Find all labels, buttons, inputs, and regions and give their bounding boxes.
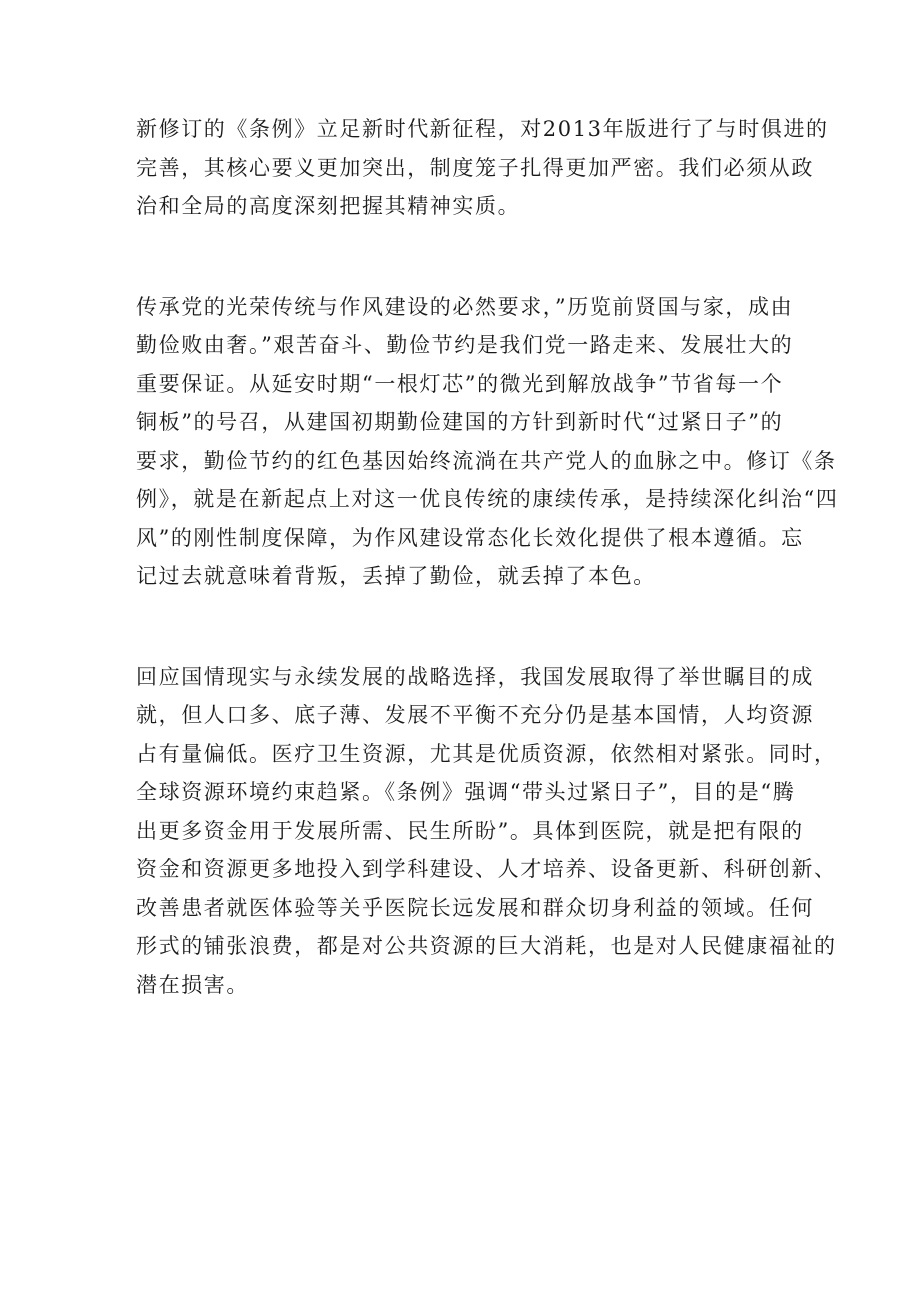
text-line: 形式的铺张浪费，都是对公共资源的巨大消耗，也是对人民健康福祉的 — [136, 934, 837, 958]
text-line: 占有量偏低。医疗卫生资源，尤其是优质资源，依然相对紧张。同时， — [136, 741, 837, 766]
text-line: 重要保证。从延安时期“一根灯芯”的微光到解放战争”节省每一个 — [136, 371, 784, 396]
text-line: 传承党的光荣传统与作风建设的必然要求，”历览前贤国与家，成由 — [136, 294, 794, 319]
document-body — [136, 110, 839, 1066]
paragraph-1 — [136, 110, 829, 226]
text-line: 例》，就是在新起点上对这一优良传统的康续传承，是持续深化纠治“四 — [136, 487, 839, 511]
text-line: 勤俭败由奢。”艰苦奋斗、勤俭节约是我们党一路走来、发展壮大的 — [136, 333, 794, 357]
text-line: 要求，勤俭节约的红色基因始终流淌在共产党人的血脉之中。修订《条 — [136, 448, 837, 473]
text-line: 记过去就意味着背叛，丢掉了勤俭，就丢掉了本色。 — [136, 564, 656, 588]
text-line: 全球资源环境约束趋紧。《条例》强调“带头过紧日子”，目的是“腾 — [136, 780, 796, 804]
text-line: 风”的刚性制度保障，为作风建设常态化长效化提供了根本遵循。忘 — [136, 525, 804, 550]
text-line: 改善患者就医体验等关乎医院长远发展和群众切身利益的领域。任何 — [136, 895, 814, 920]
text-line: 新修订的《条例》立足新时代新征程，对2013年版进行了与时俱进的 — [136, 117, 829, 141]
paragraph-2 — [136, 288, 839, 596]
text-line: 资金和资源更多地投入到学科建设、人才培养、设备更新、科研创新、 — [136, 857, 837, 881]
text-line: 潜在损害。 — [136, 972, 249, 997]
paragraph-3 — [136, 658, 837, 1005]
text-line: 出更多资金用于发展所需、民生所盼”。具体到医院，就是把有限的 — [136, 818, 804, 843]
text-line: 完善，其核心要义更加突出，制度笼子扎得更加严密。我们必须从政 — [136, 155, 814, 180]
text-line: 治和全局的高度深刻把握其精神实质。 — [136, 194, 521, 218]
text-line: 就，但人口多、底子薄、发展不平衡不充分仍是基本国情，人均资源 — [136, 703, 814, 727]
text-line: 铜板”的号召，从建国初期勤俭建国的方针到新时代“过紧日子”的 — [136, 410, 784, 434]
text-line: 回应国情现实与永续发展的战略选择，我国发展取得了举世瞩目的成 — [136, 664, 814, 689]
